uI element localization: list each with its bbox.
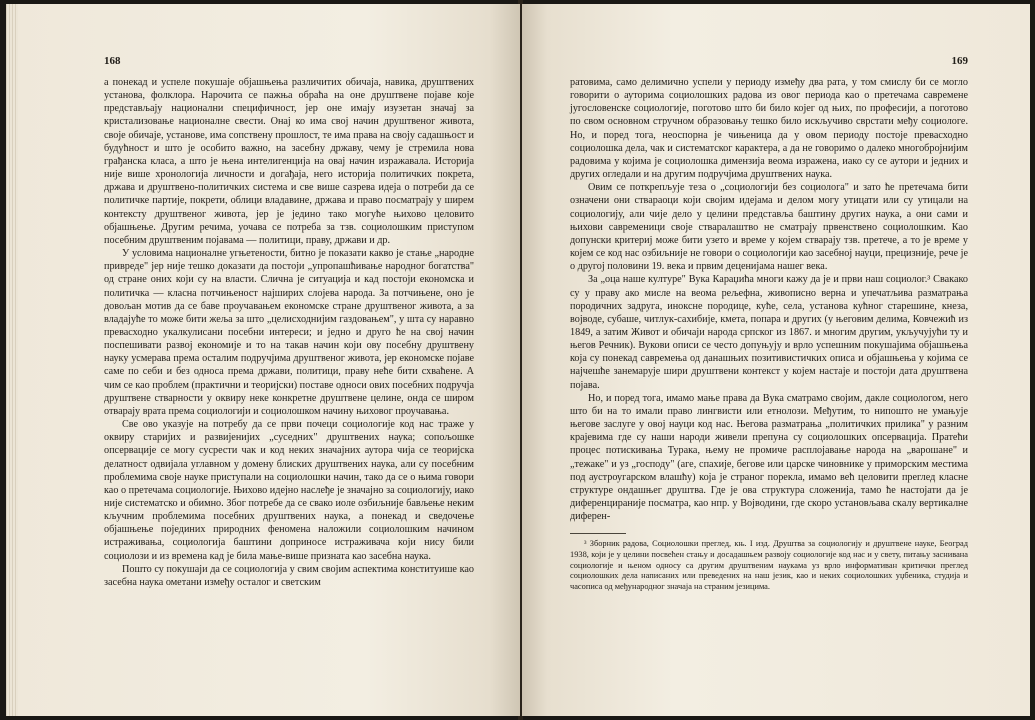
paragraph: Пошто су покушаји да се социологија у свим својим аспектима конституише као засебна наука ометани између осталог и светским (104, 563, 474, 588)
paragraph: Овим се поткрепљује теза о „социологији без социолога" и зато ће претечама бити означени они ствараоци који својим идејама и делом могу утицати или су утицали на социологију, али чије дело у целини представља баштину других наука, а они сами и њихови савременици своје стваралаштво не сматрају првенствено социолошким. Као допунски критериј може бити узето и време у којем стварају тзв. претече, а то је време у којем се код нас озбиљније не говори о социологији као засебној науци, прецизније, рече је о другој половини 19. века и првим деценијама нашег века. (570, 182, 968, 273)
page-number: 168 (104, 55, 121, 67)
footnote-rule (570, 533, 626, 534)
body-text (104, 76, 474, 589)
paragraph: а понекад и успеле покушаје објашњења различитих обичаја, навика, друштвених установа, фолклора. Нарочита се пажња обраћа на оне друштвене појаве које представљају национални специфичност, јер оне имају изузетан значај за кристализовање националне свести. Онај ко има свој начин друштвеног живота, своје обичаје, установе, има сопствену прошлост, те има права на своју садашњост и будућност и што је особито важно, на засебну државу, чему је стремила нова грађанска класа, а што је њена интелигенција на овај начин изражавала. Историја није више хронологија личности и догађаја, него историја политичких покрета, држава и друштвено-политичких система и све више сазрева идеја о потреби да се политичке партије, покрети, облици владавине, држава и право посматрају у ширем контексту друштвеног живота, јер је једино тако могуће њихово целовито објашњење. Другим речима, уочава се потреба за тзв. социолошким приступом посебним друштвеним појавама — политици, праву, држави и др. (104, 77, 474, 246)
paragraph: За „оца наше културе" Вука Караџића многи кажу да је и први наш социолог.³ Свакако су у праву ако мисле на веома рељефна, живописно верна и упечатљива разматрања породичних задруга, иноксне породице, куће, села, установа кућног старешине, кнеза, војводе, субаше, читлук-сахибије, кмета, попара и других (у његовим делима, Ковчежић из 1849, а затим Живот и обичаји народа српског из 1867. и многим другим, укључујући ту и његов Речник). Вукови описи се често допуњују и врло успешним покушајима објашњења која су понекад савремења од данашњих позитивистичких описа и објашњења у којима се најчешће занемарује шири друштвени контекст у којем настаје и постоји дата друштвена појава. (570, 274, 968, 391)
footnote: ³ Зборник радова, Социолошки преглед, књ. I изд. Друштва за социологију и друштвене науке, Београд 1938, који је у целини посвећен стању и досадашњем развоју социологије код нас и у свету, питању заснивана социологије и њеном односу са другим друштвеним наукама уз врло информативан критички преглед социолошких дела написаних или преведених на наш језик, као и неких социолошких уџбеника, студија и часописа од међународног значаја на страним језицима. (570, 539, 968, 591)
right-page (522, 4, 1030, 716)
body-text (570, 76, 968, 523)
paragraph: Но, и поред тога, имамо мање права да Вука сматрамо својим, дакле социологом, него што би на то имали право лингвисти или етнолози. Међутим, то нипошто не умањује његове заслуге у овој науци код нас. Његова разматрања „политичких прилика" у разним крајевима где су наши народи живели препуна су социолошких опсервација. Пратећи процес потискивања Турака, њему не промиче расплојавање народа на „варошане" и „тежаке" и уз „господу" (аге, спахије, бегове или царске чиновнике у приморским местима под аустроугарском влашћу) која је страног порекла, имамо већ целовити преглед класне структуре ондашњег друштва. Где је ова структура сложенија, тамо ће настојати да је диференцираније посматра, као нпр. у Војводини, где скоро установљава скалу вертикалне диферен- (570, 392, 968, 523)
page-number: 169 (951, 55, 968, 67)
paragraph: ратовима, само делимично успели у периоду између два рата, у том смислу би се могло говорити о ауторима социолошких радова из овог периода као о претечама савремене југословенске социологије, поготово што би било којег од њих, по професији, а поготово по свом основном стручном образовању тешко било искључиво сврстати међу социологе. Но, и поред тога, неоспорна је чињеница да у овом периоду постоје превасходно социолошка дела, чак и систематског карактера, а да не говоримо о далеко многобројнијим радовима у којима је социолошка димензија веома изражена, иако су се аутори и једних и других огледали и на другим подручјима друштвених наука. (570, 77, 968, 181)
paragraph: У условима националне угњетености, битно је показати какво је стање „народне привреде" јер није тешко доказати да постоји „упропашћивање народног богатства" од стране оних који су на власти. Слична је ситуација и кад постоји економска и политичка — класна потчињеност најширих слојева народа. За потчињене, оно је довољан мотив да се баве проучавањем економске стране друштвеног живота, а за владајуће то може бити жеља за што „целисходнијим газдовањем", у шта су наравно превасходно укалкулисани посебни интереси; и једно и друго ће на свој начин поспешивати развој економије и то на такав начин који ову посебну друштвену науку усмерава према осталим подручјима друштвеног живота, јер економске појаве саме по себи и без односа према држави, политици, праву неће бити схваћене. А чим се као проблем (практични и теоријски) поставе односи ових посебних подручја друштвене стварности у оквиру неке конкретне друштвене целине, онда се широм отварају врата према социологији и социолошком начину њиховог проучавања. (104, 248, 474, 417)
left-page (6, 4, 520, 716)
paragraph: Све ово указује на потребу да се први почеци социологије код нас траже у оквиру старијих и развијенијих „суседних" друштвених наука; сопољошке опсервације се могу сусрести чак и код неких значајних аутора чија се теоријска делатност одвијала углавном у домену блиских друштвених наука, али су посебним проблемима своје науке приступали на социолошки начин, тако да се о њима говори као о претечама социологије. Њихово идејно наслеђе је значајно за социологију, иако није систематско и обимно. Због потребе да се свако иоле озбиљније бављење неким кључним проблемима посебних друштвених наука, а понекад и сведочење објашњење појединих природних феномена наложили социолошким начином истраживања, социологија баштини доприносе истраживача који нису били социолози и из времена кад је била мање-више призната као засебна наука. (104, 419, 474, 562)
